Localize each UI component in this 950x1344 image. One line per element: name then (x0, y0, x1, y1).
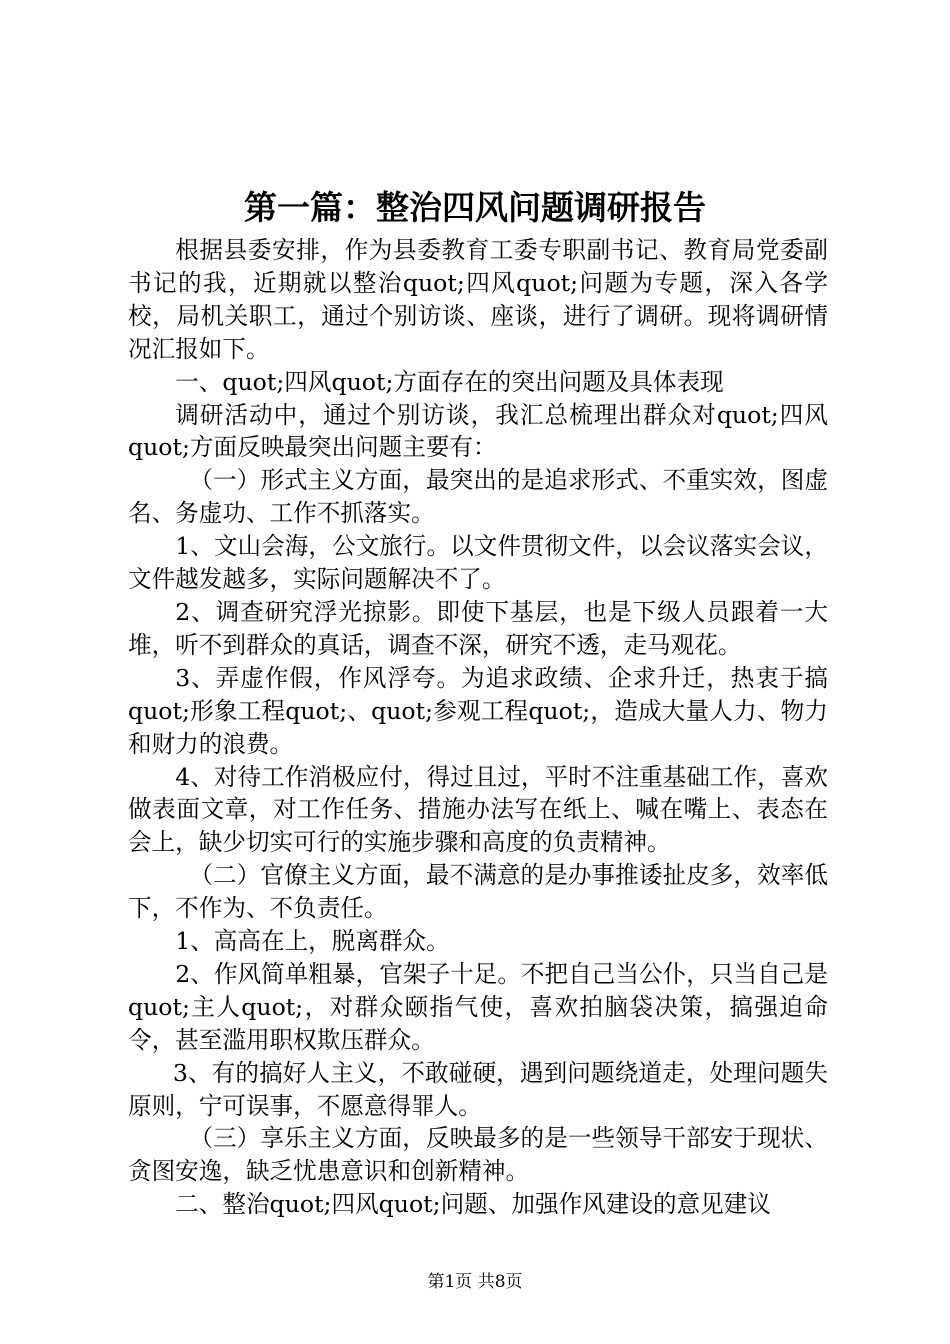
list-item: 3、弄虚作假，作风浮夸。为追求政绩、企求升迁，热衷于搞quot;形象工程quot;、quot;参观工程quot;，造成大量人力、物力和财力的浪费。 (128, 663, 828, 758)
list-item: 1、文山会海，公文旅行。以文件贯彻文件，以会议落实会议，文件越发越多，实际问题解决不了。 (128, 532, 828, 594)
subsection-bureaucracy: （二）官僚主义方面，最不满意的是办事推诿扯皮多，效率低下，不作为、不负责任。 (128, 861, 828, 923)
paragraph-summary: 调研活动中，通过个别访谈，我汇总梳理出群众对quot;四风quot;方面反映最突出问题主要有： (128, 400, 828, 462)
section-heading-2: 二、整治quot;四风quot;问题、加强作风建设的意见建议 (175, 1190, 771, 1219)
list-item: 4、对待工作消极应付，得过且过，平时不注重基础工作，喜欢做表面文章，对工作任务、措施办法写在纸上、喊在嘴上、表态在会上，缺少切实可行的实施步骤和高度的负责精神。 (128, 762, 828, 857)
document-title: 第一篇：整治四风问题调研报告 (244, 188, 706, 227)
subsection-formalism: （一）形式主义方面，最突出的是追求形式、不重实效，图虚名、务虚功、工作不抓落实。 (128, 466, 828, 528)
document-body (128, 234, 828, 1221)
paragraph-intro: 根据县委安排，作为县委教育工委专职副书记、教育局党委副书记的我，近期就以整治quot;四风quot;问题为专题，深入各学校，局机关职工，通过个别访谈、座谈，进行了调研。现将调研情况汇报如下。 (128, 236, 828, 363)
list-item: 1、高高在上，脱离群众。 (175, 927, 450, 956)
list-item: 3、有的搞好人主义，不敢碰硬，遇到问题绕道走，处理问题失原则，宁可误事，不愿意得罪人。 (128, 1058, 828, 1120)
page-footer: 第1页 共8页 (427, 1272, 523, 1292)
subsection-hedonism: （三）享乐主义方面，反映最多的是一些领导干部安于现状、贪图安逸，缺乏忧患意识和创新精神。 (128, 1124, 828, 1186)
list-item: 2、作风简单粗暴，官架子十足。不把自己当公仆，只当自己是quot;主人quot;，对群众颐指气使，喜欢拍脑袋决策，搞强迫命令，甚至滥用职权欺压群众。 (128, 959, 828, 1054)
section-heading-1: 一、quot;四风quot;方面存在的突出问题及具体表现 (175, 367, 724, 396)
list-item: 2、调查研究浮光掠影。即使下基层，也是下级人员跟着一大堆，听不到群众的真话，调查不深，研究不透，走马观花。 (128, 597, 828, 659)
